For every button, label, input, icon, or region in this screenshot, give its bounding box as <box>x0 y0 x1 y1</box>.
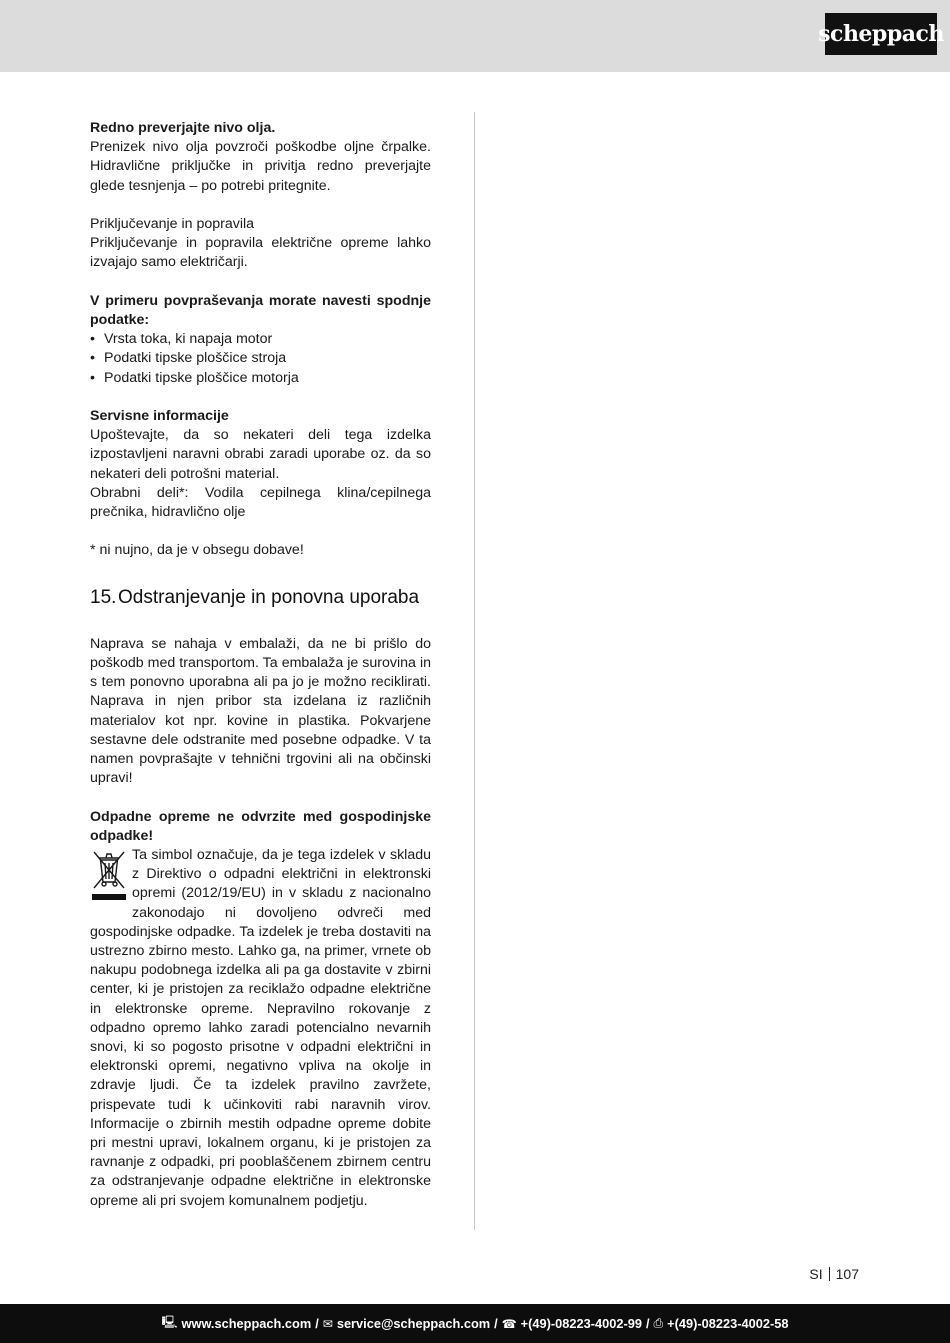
page-lang: SI <box>809 1266 823 1282</box>
fax-icon: ⎙ <box>653 1316 664 1330</box>
computer-icon: 🖳 <box>161 1315 178 1329</box>
weee-title: Odpadne opreme ne odvrzite med gospodinjske odpadke! <box>90 808 431 844</box>
phone-icon: ☎ <box>501 1316 517 1331</box>
inquiry-list <box>90 330 431 388</box>
delivery-note: * ni nujno, da je v obsegu dobave! <box>90 542 304 559</box>
oil-level-text: Prenizek nivo olja povzroči poškodbe oljne črpalke. Hidravlične priključke in privitja redno preverjajte glede tesnjenja – po potrebi pritegnite. <box>90 139 431 194</box>
section-title: Odstranjevanje in ponovna uporaba <box>118 586 420 608</box>
header-band <box>0 0 950 72</box>
footer-separator: / <box>494 1316 498 1331</box>
list-item: • Vrsta toka, ki napaja motor <box>90 330 431 349</box>
inquiry-title: V primeru povpraševanja morate navesti spodnje podatke: <box>90 292 431 328</box>
email-icon: ✉ <box>322 1316 333 1331</box>
footer-phone: +(49)-08223-4002-99 <box>520 1316 642 1331</box>
page-separator <box>829 1267 830 1281</box>
footer-bar <box>0 1304 950 1343</box>
service-info-title: Servisne informacije <box>90 408 229 424</box>
text-column <box>90 119 431 1211</box>
crossed-bin-icon <box>90 848 128 904</box>
oil-level-title: Redno preverjajte nivo olja. <box>90 120 276 136</box>
footer-web-link[interactable]: www.scheppach.com <box>181 1316 312 1331</box>
section-heading <box>90 588 431 608</box>
page-number <box>809 1266 859 1282</box>
footer-email-link[interactable]: service@scheppach.com <box>336 1316 491 1331</box>
repairs-title: Priključevanje in popravila <box>90 216 255 232</box>
weee-text: Ta simbol označuje, da je tega izdelek v skladu z Direktivo o odpadni električni in elektronski opremi (2012/19/EU) in v skladu z nacionalno zakonodajo ni dovoljeno odvreči med gospodinjske odpadke. Ta izdelek je treba dostaviti na ustrezno zbirno mesto. Lahko ga, na primer, vrnete ob nakupu podobnega izdelka ali pa ga dostavite v zbirni center, ki je pristojen za reciklažo odpadne električne in elektronske opreme. Nepravilno rokovanje z odpadno opremo lahko zaradi potencialno nevarnih snovi, ki so pogosto prisotne v odpadni električni in elektronski opremi, negativno vpliva na okolje in zdravje ljudi. Če ta izdelek pravilno zavržete, prispevate tudi k učinkoviti rabi naravnih virov. Informacije o zbirnih mestih odpadne opreme dobite pri mestni upravi, lokalnem organu, ki je pristojen za ravnanje z odpadki, pri pooblaščenem zbirnem centru za odstranjevanje odpadne električne in elektronske opreme ali pri svojem komunalnem podjetju. <box>90 847 431 1209</box>
scheppach-logo: scheppach <box>825 13 937 55</box>
weee-block <box>90 846 431 1211</box>
section-number: 15. <box>90 586 117 608</box>
list-item: • Podatki tipske ploščice stroja <box>90 349 431 368</box>
page-value: 107 <box>835 1266 859 1282</box>
list-item: • Podatki tipske ploščice motorja <box>90 369 431 388</box>
footer-fax: +(49)-08223-4002-58 <box>667 1316 789 1331</box>
footer-separator: / <box>645 1316 650 1331</box>
footer-separator: / <box>315 1316 319 1331</box>
wear-parts-text: Obrabni deli*: Vodila cepilnega klina/cepilnega prečnika, hidravlično olje <box>90 484 431 521</box>
repairs-text: Priključevanje in popravila električne opreme lahko izvajajo samo električarji. <box>90 235 431 271</box>
disposal-text: Naprava se nahaja v embalaži, da ne bi prišlo do poškodb med transportom. Ta embalaža je surovina in s tem ponovno uporabna ali pa jo je možno reciklirati. Naprava in njen pribor sta izdelana iz različnih materialov kot npr. kovine in plastika. Pokvarjene sestavne dele odstranite med posebne odpadke. V ta namen povprašajte v tehnični trgovini ali na občinski upravi! <box>90 635 431 787</box>
service-info-text: Upoštevajte, da so nekateri deli tega izdelka izpostavljeni naravni obrabi zaradi uporabe oz. da so nekateri deli potrošni material. <box>90 427 431 482</box>
column-divider <box>474 112 475 1230</box>
